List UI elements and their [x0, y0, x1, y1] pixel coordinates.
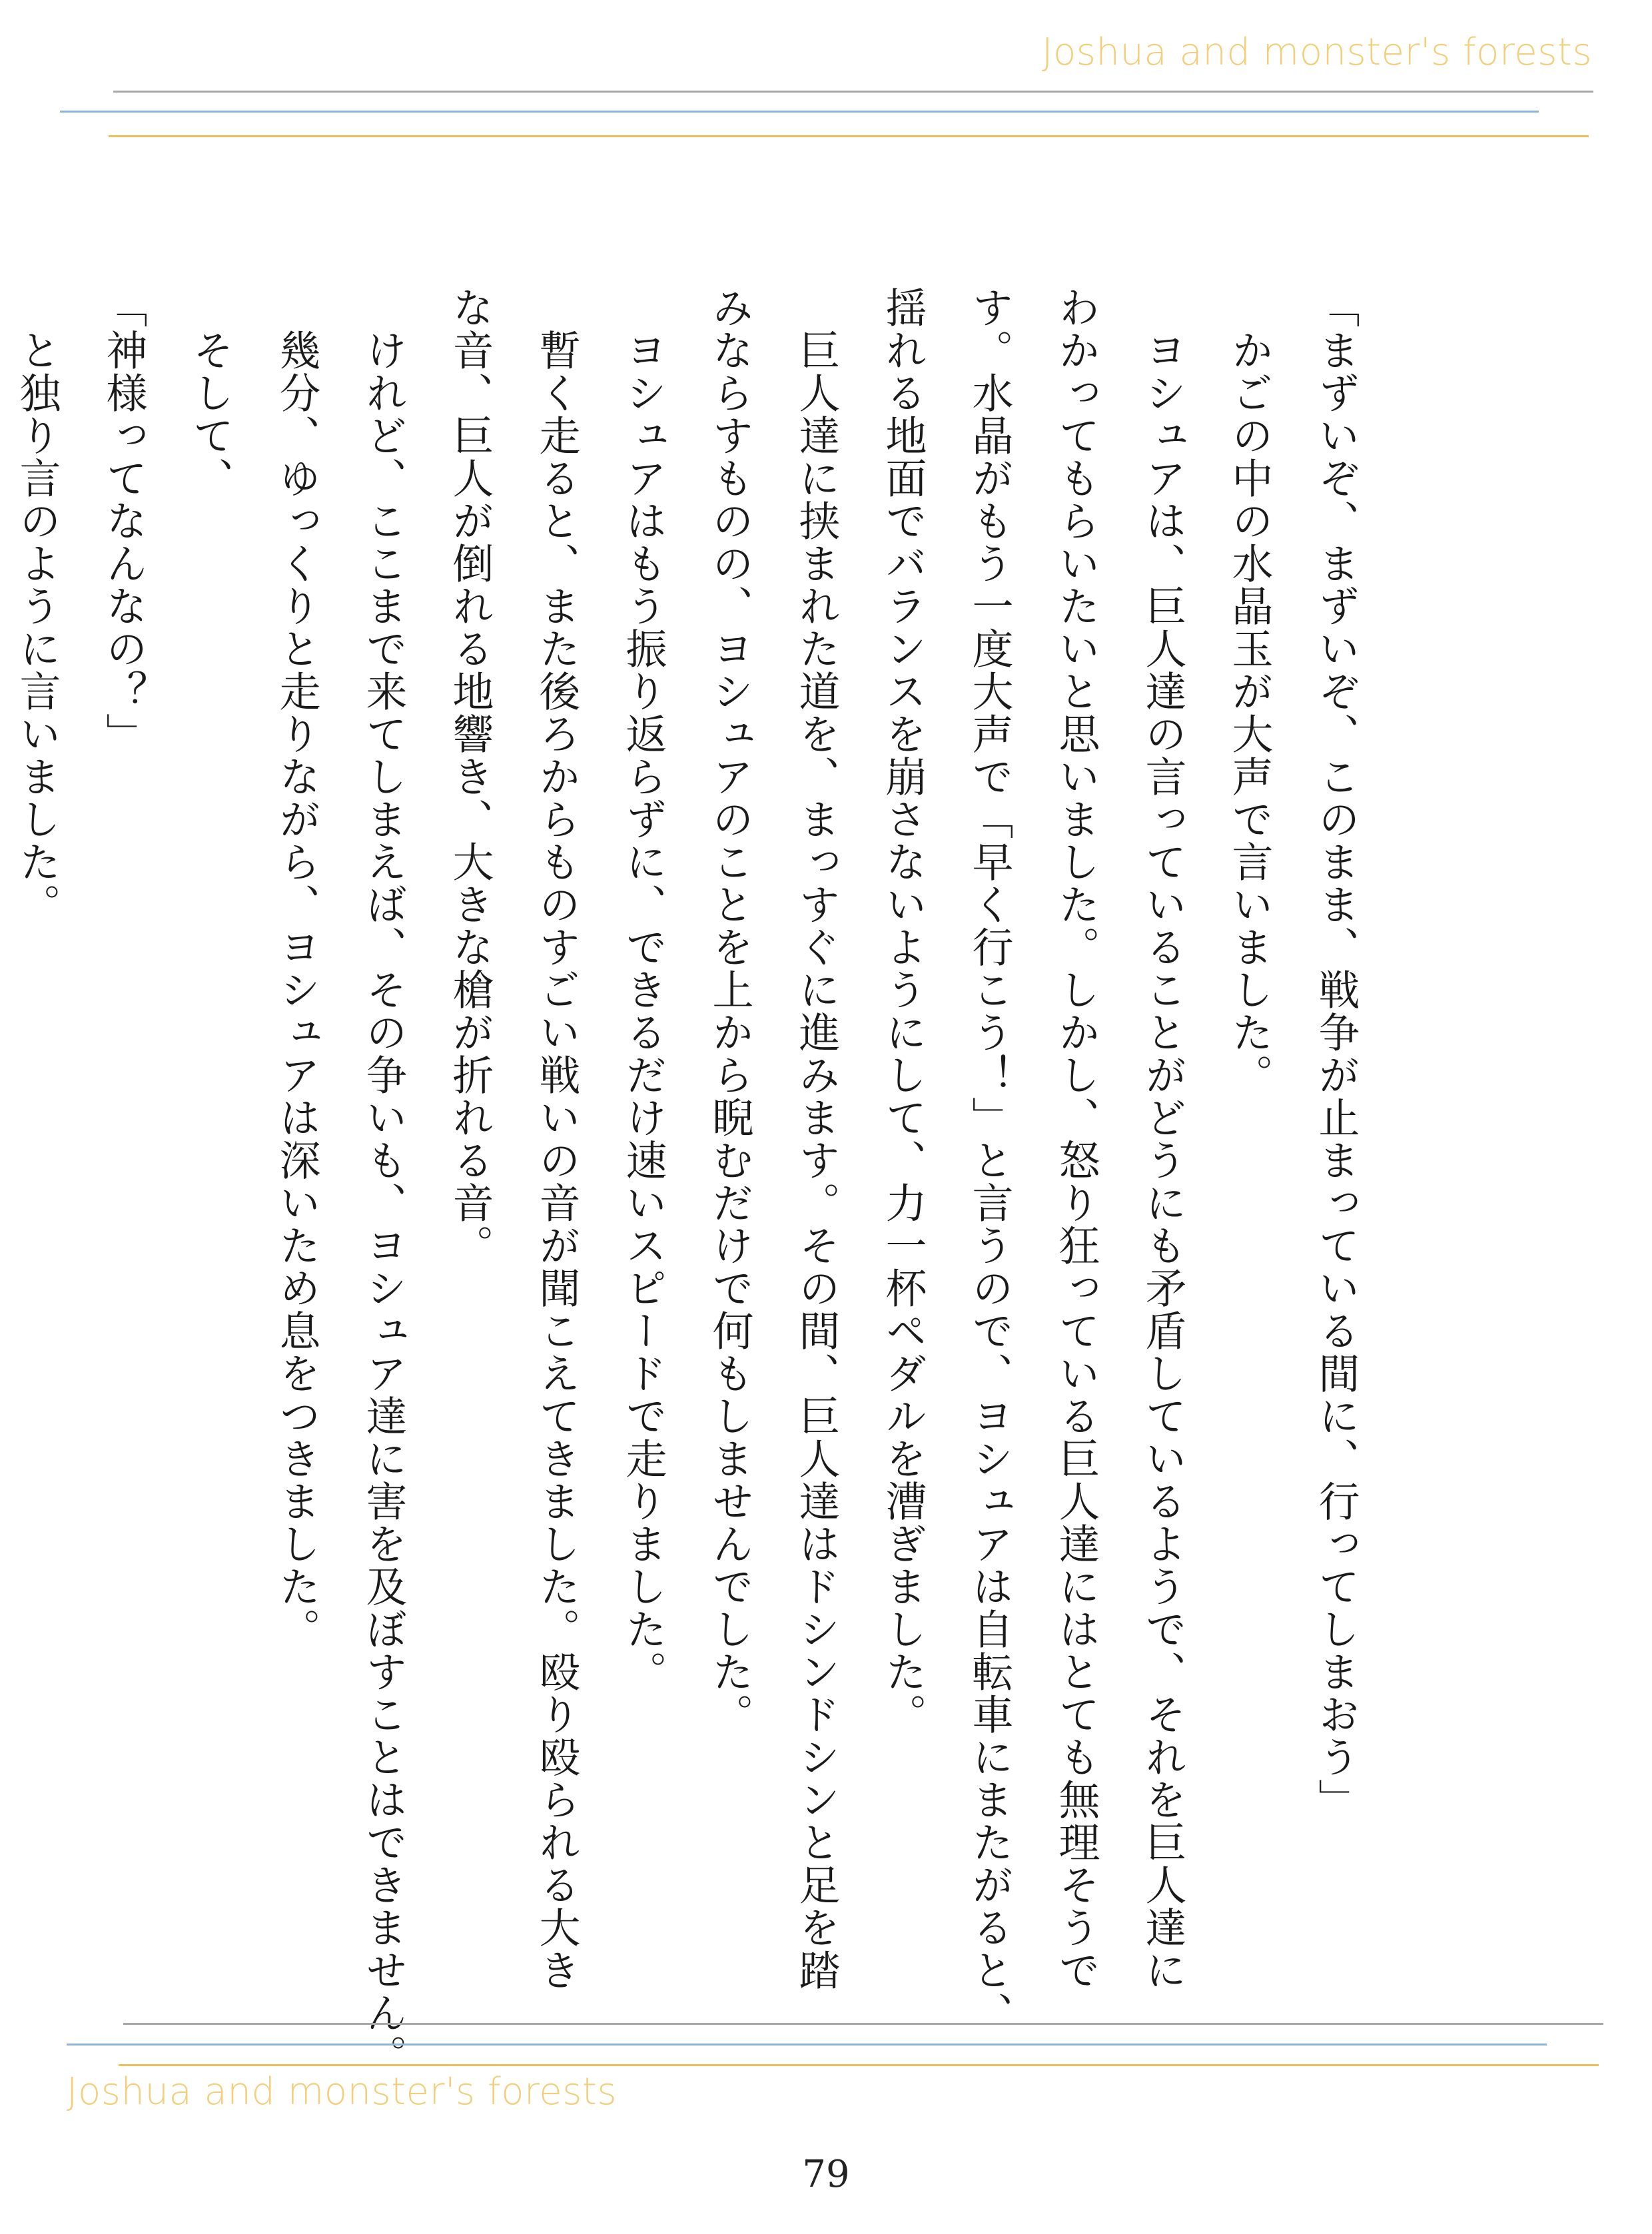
text-line: す。水晶がもう一度大声で「早く行こう！」と言うので、ヨシュアは自転車にまたがると、: [965, 286, 1014, 2034]
footer-rule-blue: [67, 2044, 1547, 2046]
text-line: ヨシュアはもう振り返らずに、できるだけ速いスピードで走りました。: [619, 286, 667, 1693]
text-line: 「まずいぞ、まずいぞ、このまま、戦争が止まっている間に、行ってしまおう」: [1312, 286, 1360, 1821]
header-rule-gold: [109, 135, 1589, 137]
text-line: 幾分、ゆっくりと走りながら、ヨシュアは深いため息をつきました。: [272, 286, 321, 1651]
header-rule-blue: [60, 111, 1539, 113]
text-line: な音、巨人が倒れる地響き、大きな槍が折れる音。: [446, 286, 494, 1267]
text-line: 「神様ってなんなの？」: [99, 286, 148, 755]
text-line: そして、: [186, 286, 234, 500]
text-line: 巨人達に挟まれた道を、まっすぐに進みます。その間、巨人達はドシンドシンと足を踏: [792, 286, 841, 1992]
footer-rule-grey: [123, 2023, 1603, 2025]
text-line: ヨシュアは、巨人達の言っていることがどうにも矛盾しているようで、それを巨人達に: [1138, 286, 1187, 1992]
text-line: 暫く走ると、また後ろからものすごい戦いの音が聞こえてきました。殴り殴られる大き: [532, 286, 581, 1992]
text-line: わかってもらいたいと思いました。しかし、怒り狂っている巨人達にはとても無理そうで: [1052, 286, 1100, 1992]
page-number: 79: [802, 2153, 850, 2196]
header-running-title: Joshua and monster's forests: [1041, 31, 1592, 74]
text-line: みならすものの、ヨシュアのことを上から睨むだけで何もしませんでした。: [705, 286, 754, 1736]
text-line: と独り言のように言いました。: [13, 286, 61, 926]
vertical-body-text: [13, 286, 1379, 2077]
footer-running-title: Joshua and monster's forests: [67, 2070, 618, 2113]
header-rule-grey: [113, 91, 1593, 93]
text-line: 揺れる地面でバランスを崩さないようにして、力一杯ペダルを漕ぎました。: [879, 286, 927, 1736]
text-line: かごの中の水晶玉が大声で言いました。: [1225, 286, 1274, 1096]
footer-rule-gold: [119, 2064, 1599, 2066]
text-line: けれど、ここまで来てしまえば、その争いも、ヨシュア達に害を及ぼすことはできません。: [359, 286, 408, 2077]
